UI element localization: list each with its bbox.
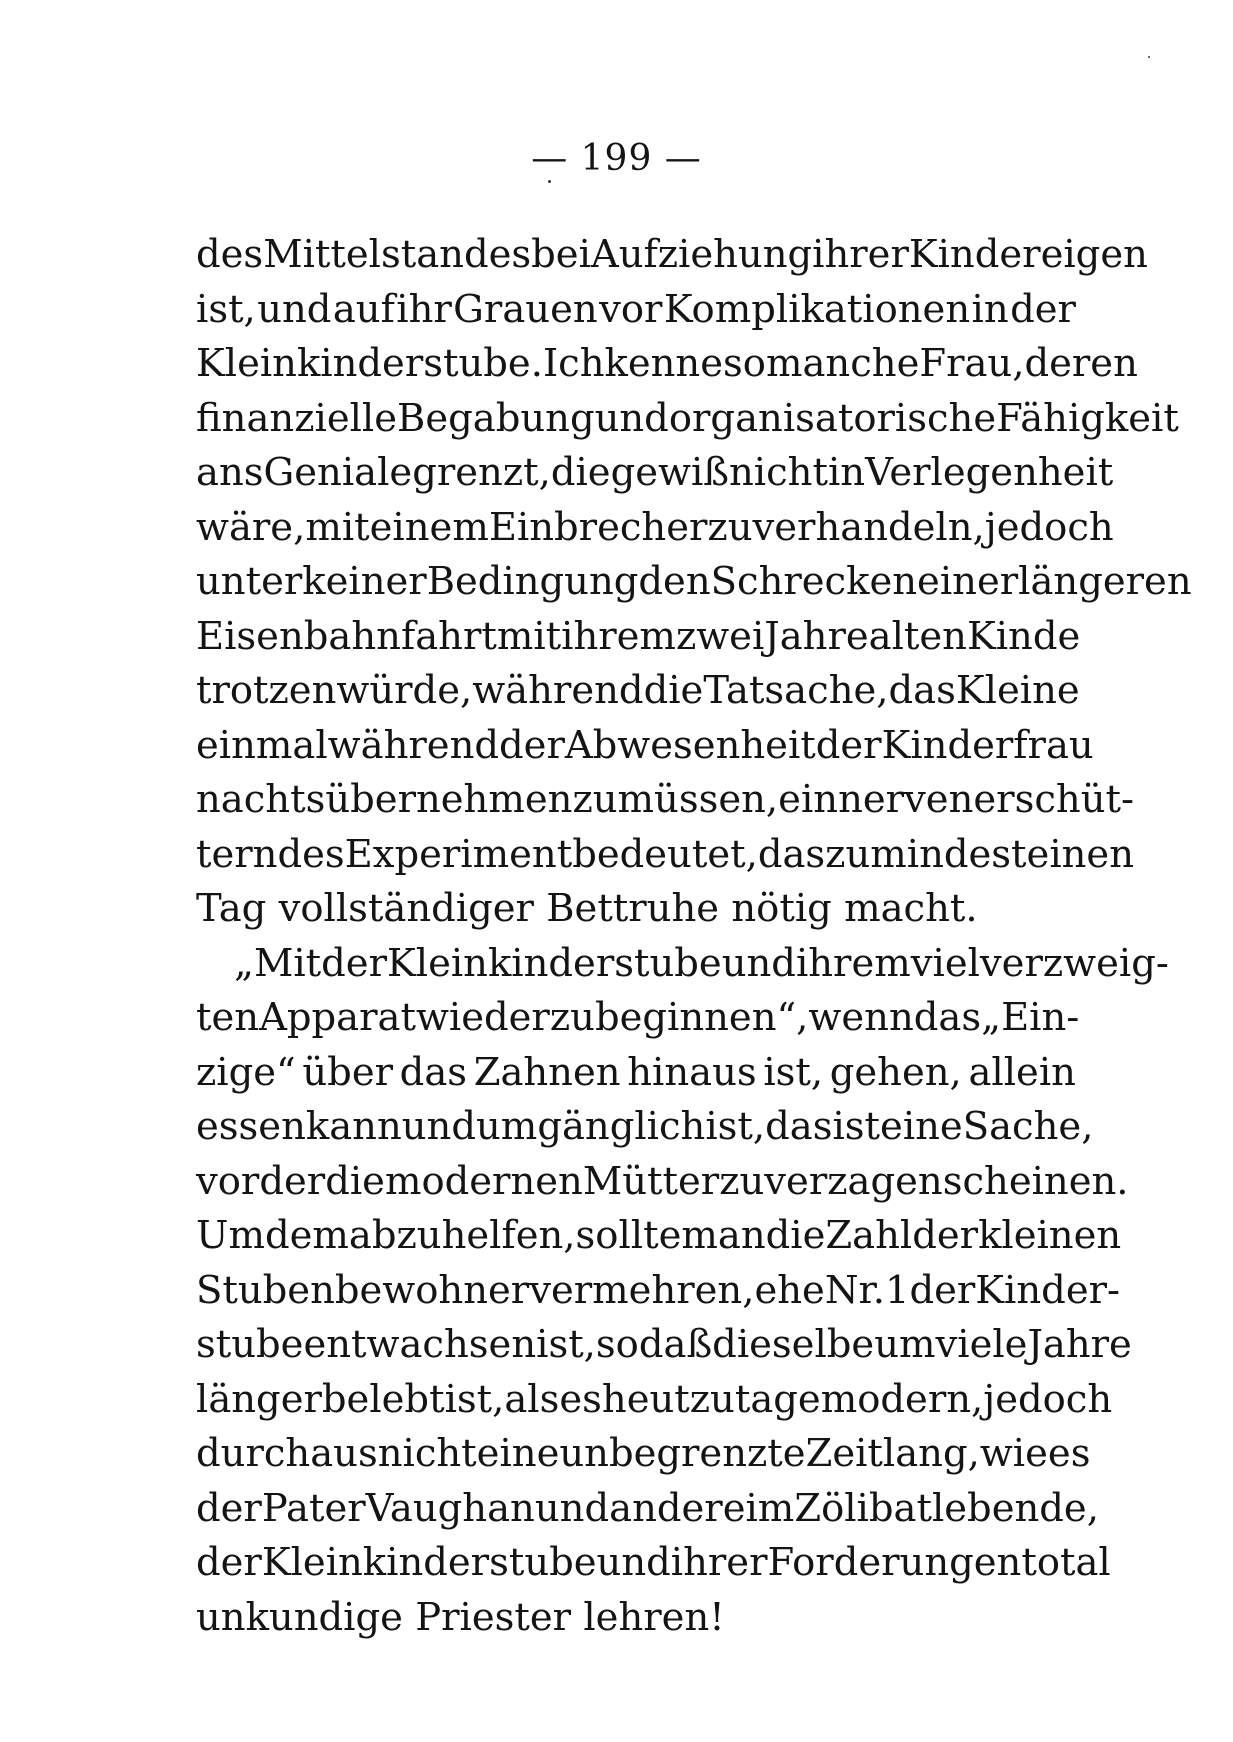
body-text	[196, 228, 1192, 1645]
text-line: der Pater Vaughan und andere im Zölibat lebende,	[196, 1485, 1099, 1531]
text-line: länger belebt ist, als es heutzutage modern, jedoch	[196, 1376, 1113, 1422]
text-line: vor der die modernen Mütter zu verzagen scheinen.	[196, 1158, 1129, 1204]
text-line: zige“ über das Zahnen hinaus ist, gehen, allein	[196, 1049, 1076, 1095]
text-line: wäre, mit einem Einbrecher zu verhandeln, jedoch	[196, 504, 1114, 550]
text-line: unter keiner Bedingung den Schrecken einer längeren	[196, 559, 1192, 604]
text-line: einmal während der Abwesenheit der Kinderfrau	[196, 722, 1094, 768]
text-line: Kleinkinderstube. Ich kenne so manche Frau, deren	[196, 341, 1138, 386]
print-speck	[1148, 56, 1150, 58]
text-line: nachts übernehmen zu müssen, ein nervenerschüt-	[196, 777, 1134, 822]
text-line: „Mit der Kleinkinderstube und ihrem vielverzweig-	[234, 940, 1169, 986]
text-line: ist, und auf ihr Grauen vor Komplikationen in der	[196, 286, 1076, 332]
text-line: ten Apparat wieder zu beginnen“, wenn das „Ein-	[196, 995, 1080, 1040]
text-line: unkundige Priester lehren!	[196, 1594, 725, 1640]
paragraph	[196, 228, 1192, 937]
text-line: Stubenbewohner vermehren, ehe Nr. 1 der Kinder-	[196, 1267, 1121, 1313]
text-line: Tag vollständiger Bettruhe nötig macht.	[196, 886, 978, 931]
text-line: der Kleinkinderstube und ihrer Forderungen total	[196, 1540, 1111, 1585]
text-line: Eisenbahnfahrt mit ihrem zwei Jahre alten Kinde	[196, 613, 1081, 659]
text-line: Um dem abzuhelfen, sollte man die Zahl der kleinen	[196, 1213, 1122, 1258]
text-line: stube entwachsen ist, so daß dieselbe um viele Jahre	[196, 1322, 1132, 1367]
text-line: finanzielle Begabung und organisatorische Fähigkeit	[196, 395, 1179, 441]
text-line: des Mittelstandes bei Aufziehung ihrer Kinder eigen	[196, 232, 1148, 277]
text-line: trotzen würde, während die Tatsache, das Kleine	[196, 668, 1080, 713]
text-line: durchaus nicht eine unbegrenzte Zeit lang, wie es	[196, 1431, 1091, 1476]
text-line: essen kann und umgänglich ist, das ist eine Sache,	[196, 1104, 1094, 1149]
text-line: ans Geniale grenzt, die gewiß nicht in Verlegenheit	[196, 450, 1114, 495]
paragraph	[196, 937, 1169, 1646]
page-number: — 199 —	[531, 138, 702, 179]
print-speck	[548, 180, 551, 183]
text-line: terndes Experiment bedeutet, das zumindest einen	[196, 831, 1135, 877]
